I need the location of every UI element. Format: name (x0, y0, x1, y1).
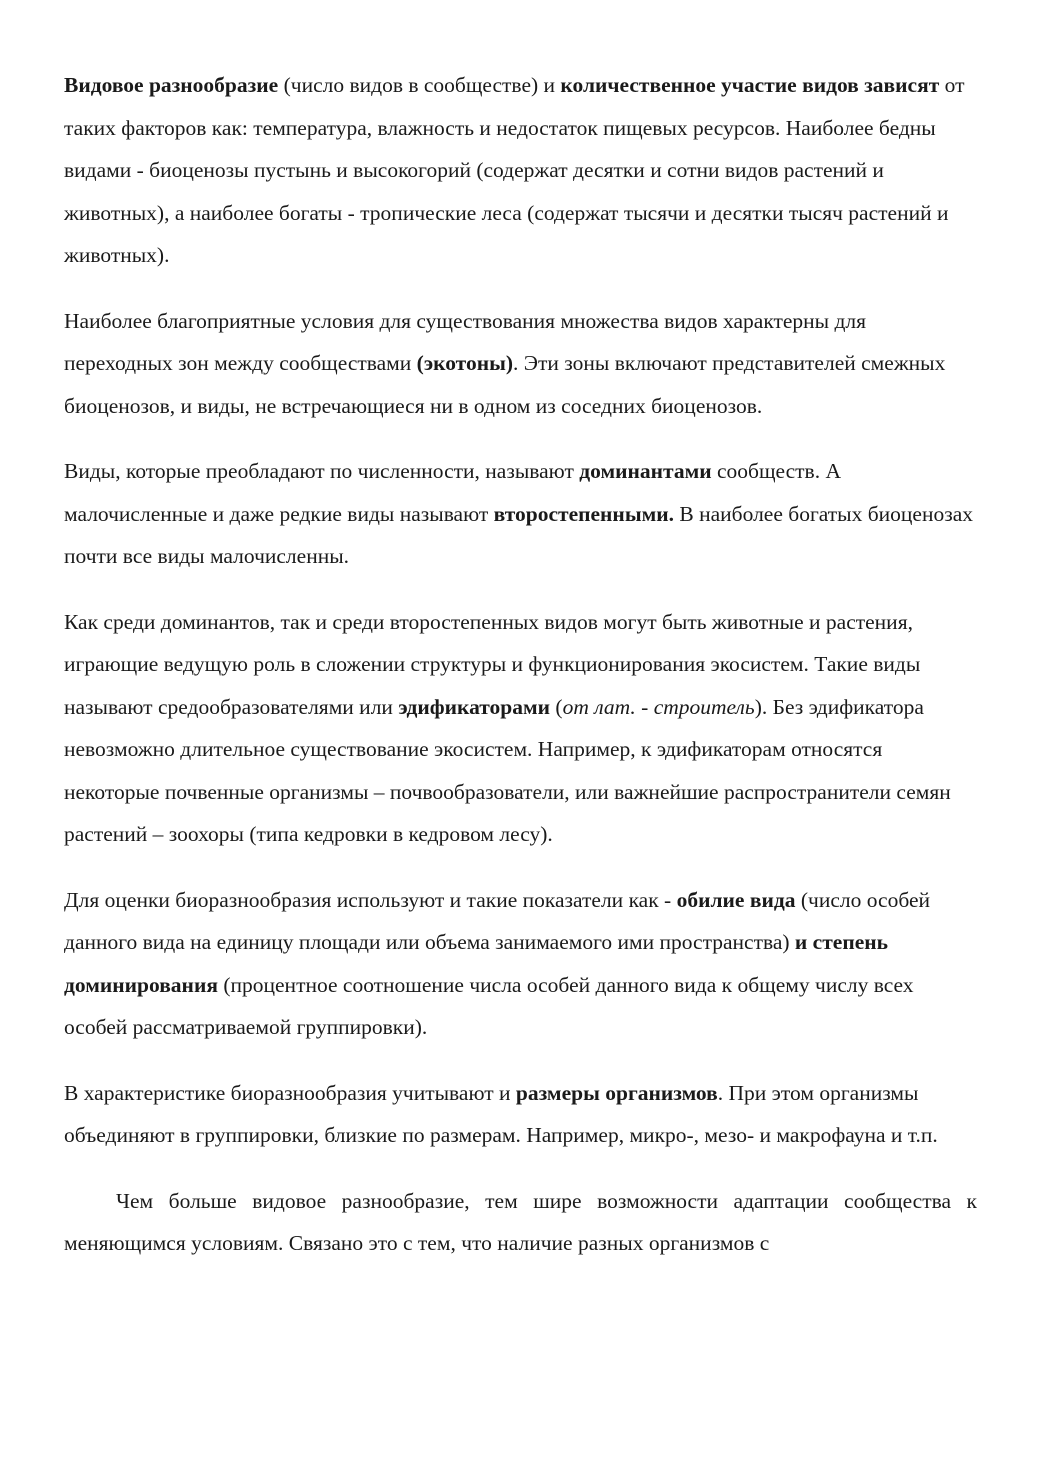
term-quantitative-participation: количественное участие видов зависят (560, 73, 940, 97)
paragraph-species-diversity (64, 64, 977, 277)
term-dominants: доминантами (579, 459, 712, 483)
text: В наиболее богатых биоценозах почти все виды малочисленны. (64, 501, 973, 568)
text: В характеристике биоразнообразия учитывают и (64, 1080, 516, 1105)
paragraph-abundance (64, 879, 977, 1049)
text: ). Без эдификатора невозможно длительное существование экосистем. Например, к эдификаторам относятся некоторые почвенные организмы – почвообразователи, или важнейшие распространители семян растений – зоохоры (типа кедровки в кедровом лесу). (64, 694, 951, 846)
term-organism-sizes: размеры организмов (515, 1080, 718, 1105)
text: от таких факторов как: температура, влажность и недостаток пищевых ресурсов. Наиболее бедны видами - биоценозы пустынь и высокогорий (содержат десятки и сотни видов растений и животных), а наиболее богаты - тропические леса (содержат тысячи и десятки тысяч растений и животных). (64, 73, 965, 267)
text: Виды, которые преобладают по численности, называют (64, 459, 580, 483)
text: Чем больше видовое разнообразие, тем шире возможности адаптации сообщества к меняющимся условиям. Связано это с тем, что наличие разных организмов с (64, 1188, 977, 1255)
term-species-diversity: Видовое разнообразие (64, 73, 279, 97)
text: . При этом организмы объединяют в группировки, близкие по размерам. Например, микро-, мезо- и макрофауна и т.п. (64, 1080, 938, 1147)
paragraph-dominants (64, 450, 977, 578)
text: (число особей данного вида на единицу площади или объема занимаемого ими пространства) (64, 887, 931, 954)
paragraph-organism-sizes (64, 1072, 977, 1157)
text: (процентное соотношение числа особей данного вида к общему числу всех особей рассматриваемой группировки). (64, 972, 914, 1039)
text: ( (550, 694, 563, 719)
text: сообществ. А малочисленные и даже редкие виды называют (64, 459, 841, 526)
paragraph-edificators (64, 601, 977, 856)
text: Для оценки биоразнообразия используют и такие показатели как - (64, 887, 677, 912)
paragraph-adaptation (64, 1180, 977, 1265)
text: . Эти зоны включают представителей смежных биоценозов, и виды, не встречающиеся ни в одном из соседних биоценозов. (64, 351, 946, 418)
term-ecotones: (экотоны) (416, 351, 514, 375)
term-dominance-degree: и степень доминирования (64, 930, 889, 997)
term-abundance: обилие вида (676, 887, 796, 912)
latin-note: от лат. - строитель (562, 694, 755, 719)
text: (число видов в сообществе) и (278, 73, 561, 97)
term-secondary: второстепенными. (493, 501, 675, 526)
paragraph-ecotones (64, 300, 977, 428)
text: Наиболее благоприятные условия для существования множества видов характерны для переходных зон между сообществами (64, 308, 867, 375)
text: Как среди доминантов, так и среди второстепенных видов могут быть животные и растения, играющие ведущую роль в сложении структуры и функционирования экосистем. Такие виды называют средообразователями или (64, 609, 921, 719)
term-edificators: эдификаторами (398, 694, 551, 719)
